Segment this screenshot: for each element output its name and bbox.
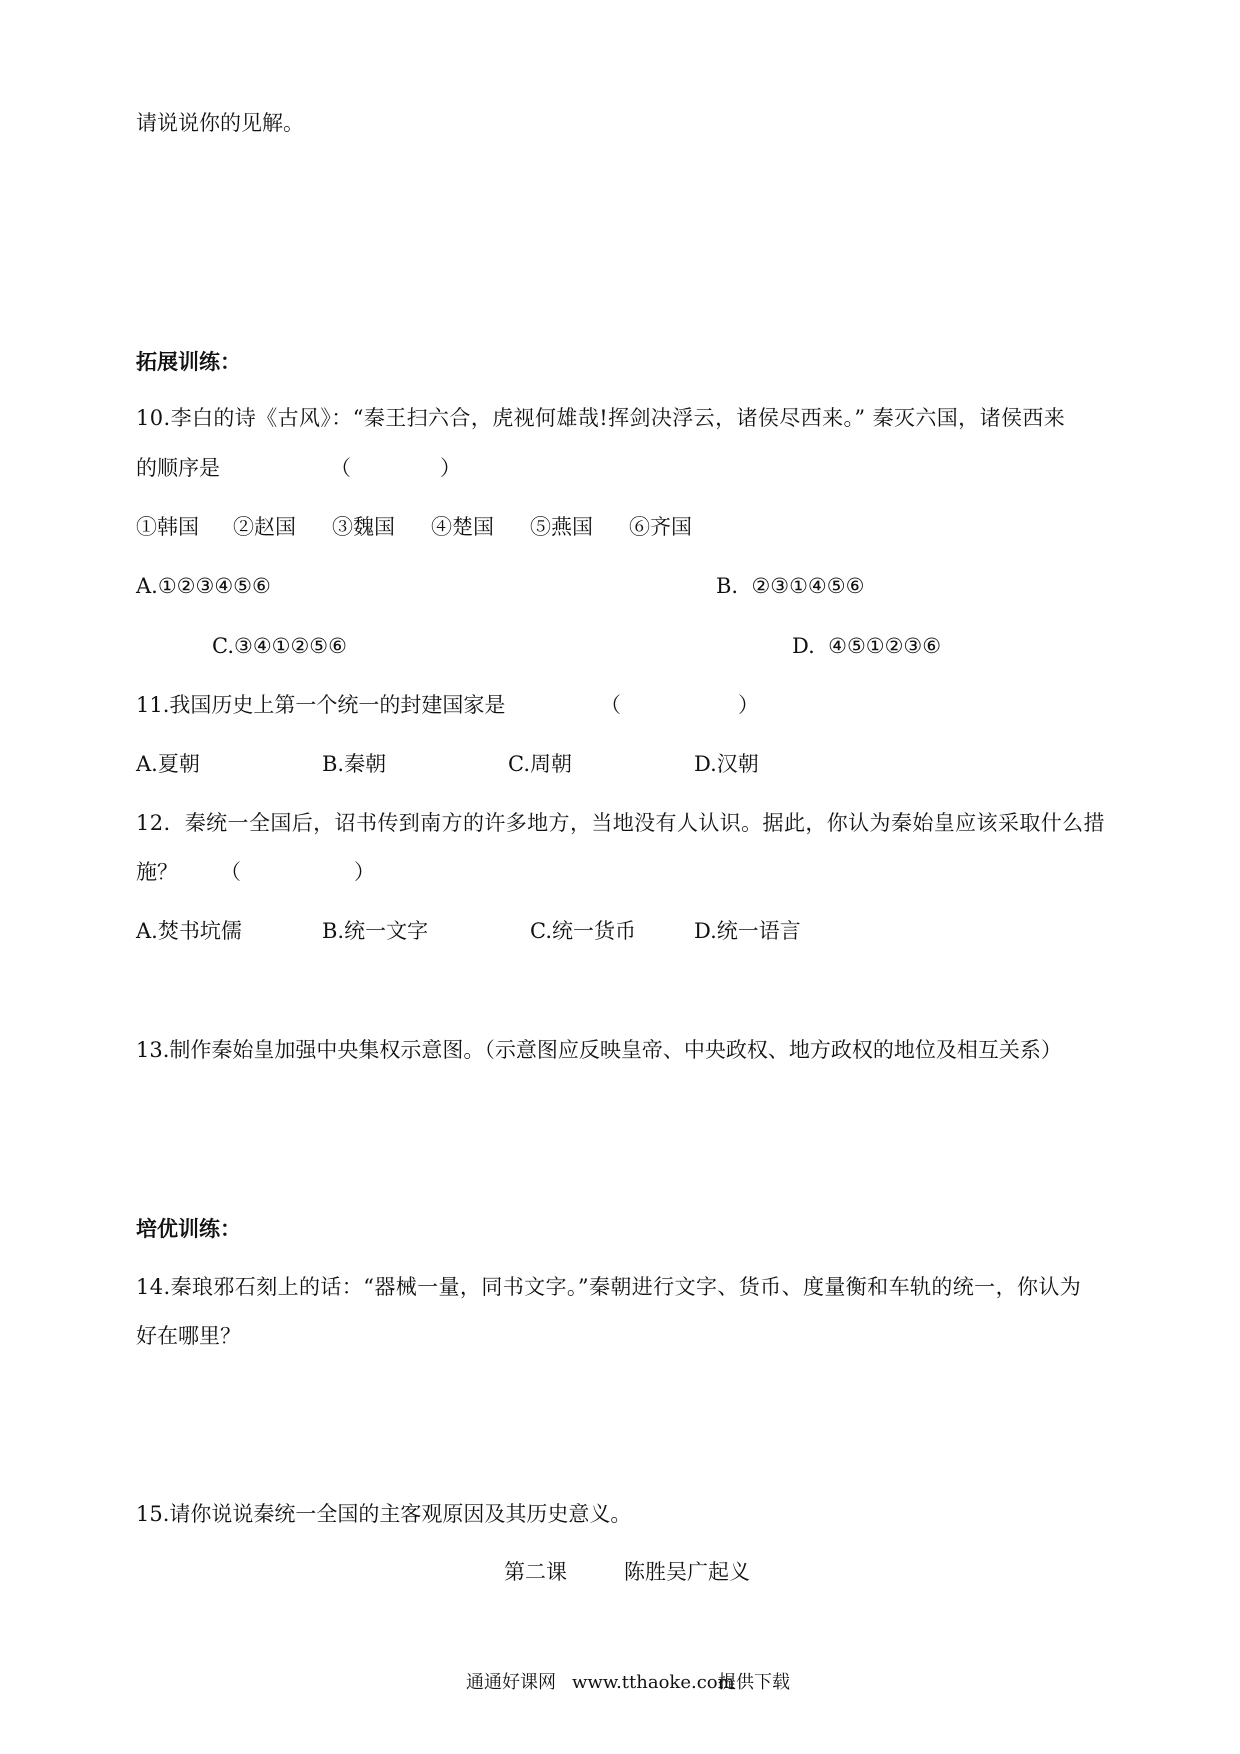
answer-paren-close: ） — [738, 693, 759, 717]
question-14-line2: 好在哪里？ — [136, 1324, 241, 1348]
question-10-option-d: D. ④⑤①②③⑥ — [792, 634, 942, 658]
intro-text: 请说说你的见解。 — [136, 111, 304, 135]
question-12-option-c: C.统一货币 — [530, 919, 636, 943]
state-item: ②赵国 — [233, 515, 296, 539]
question-10-line1: 10.李白的诗《古风》：“秦王扫六合，虎视何雄哉!挥剑决浮云，诸侯尽西来。” 秦灭六国，诸侯西来 — [136, 406, 1066, 430]
answer-paren-close: ） — [354, 860, 375, 884]
question-11-option-a: A.夏朝 — [136, 752, 200, 776]
question-15-text: 15.请你说说秦统一全国的主客观原因及其历史意义。 — [136, 1502, 632, 1526]
lesson-title: 陈胜吴广起义 — [624, 1560, 750, 1584]
question-11-option-b: B.秦朝 — [322, 752, 387, 776]
state-item: ④楚国 — [431, 515, 494, 539]
question-12-option-a: A.焚书坑儒 — [136, 919, 242, 943]
footer-url: www.tthaoke.com — [572, 1672, 735, 1693]
footer-download-text: 提供下载 — [718, 1672, 790, 1693]
question-10-option-c: C.③④①②⑤⑥ — [212, 634, 347, 658]
question-12-option-b: B.统一文字 — [322, 919, 429, 943]
section-heading-advanced: 培优训练： — [136, 1217, 241, 1241]
question-10-option-a: A.①②③④⑤⑥ — [136, 574, 271, 598]
answer-paren-open: （ — [220, 860, 241, 884]
question-10-line2: 的顺序是 — [136, 456, 220, 480]
question-11-option-c: C.周朝 — [508, 752, 572, 776]
state-item: ①韩国 — [136, 515, 199, 539]
question-10-option-b: B. ②③①④⑤⑥ — [716, 574, 865, 598]
state-item: ⑥齐国 — [629, 515, 692, 539]
lesson-number: 第二课 — [504, 1560, 567, 1584]
answer-paren-open: （ — [600, 693, 621, 717]
question-12-line2: 施？ — [136, 860, 178, 884]
question-11-option-d: D.汉朝 — [694, 752, 759, 776]
state-item: ③魏国 — [332, 515, 395, 539]
answer-paren-close: ） — [440, 456, 461, 480]
footer-site-name: 通通好课网 — [466, 1672, 556, 1693]
question-14-line1: 14.秦琅邪石刻上的话：“器械一量，同书文字。”秦朝进行文字、货币、度量衡和车轨的统一，你认为 — [136, 1275, 1082, 1299]
question-12-option-d: D.统一语言 — [694, 919, 801, 943]
question-13-text: 13.制作秦始皇加强中央集权示意图。（示意图应反映皇帝、中央政权、地方政权的地位及相互关系） — [136, 1038, 1062, 1062]
question-12-line1: 12. 秦统一全国后，诏书传到南方的许多地方，当地没有人认识。据此，你认为秦始皇应该采取什么措 — [136, 811, 1105, 835]
question-11-text: 11.我国历史上第一个统一的封建国家是 — [136, 693, 506, 717]
answer-paren-open: （ — [330, 456, 351, 480]
state-item: ⑤燕国 — [530, 515, 593, 539]
section-heading-expand: 拓展训练： — [136, 350, 241, 374]
